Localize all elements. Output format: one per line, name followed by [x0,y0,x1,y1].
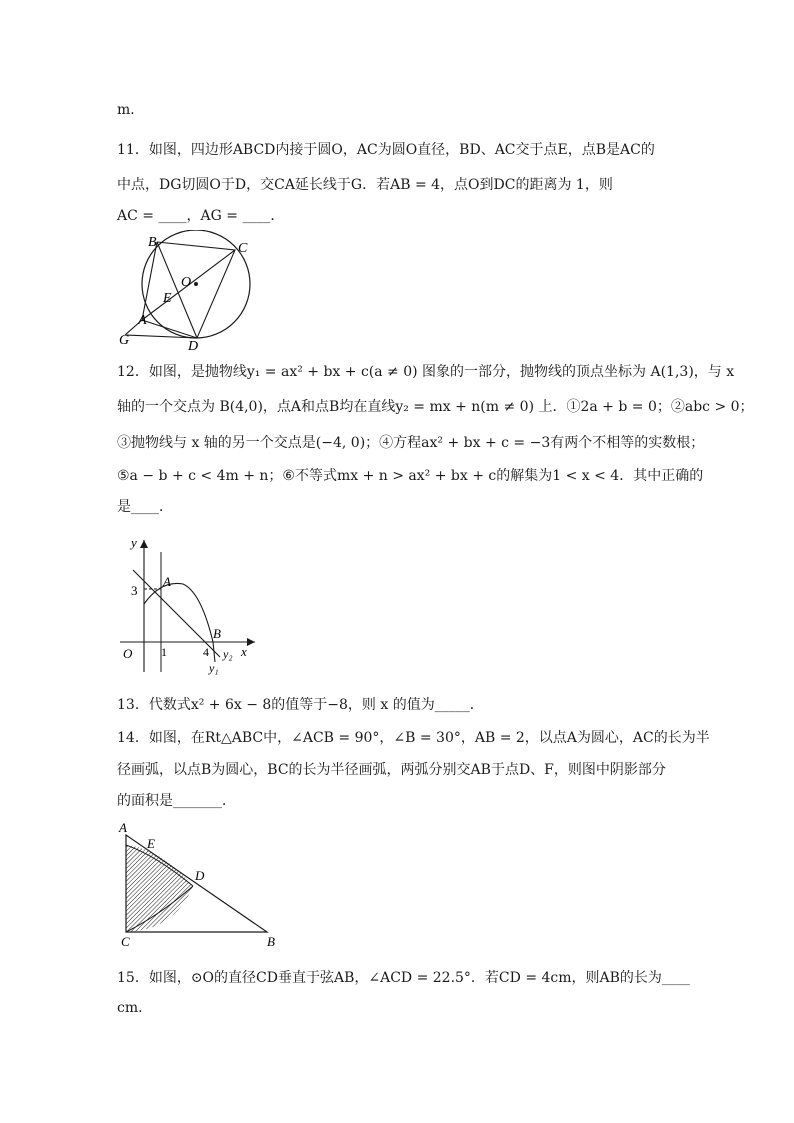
label-y2: y₂ [223,647,233,661]
label-y1: y₁ [209,661,219,675]
label-c: C [121,934,130,949]
problem-14-line-2: 径画弧，以点B为圆心，BC的长为半径画弧，两弧分别交AB于点D、F，则图中阴影部分 [117,762,666,778]
label-o: O [123,646,133,661]
figure-11-circle-diagram [115,230,285,355]
label-b: B [213,626,221,641]
label-e: E [147,836,155,851]
problem-12-line-3: ③抛物线与 x 轴的另一个交点是(−4, 0)；④方程ax² + bx + c = −3有两个不相等的实数根； [117,435,705,451]
y-axis-arrow [140,540,148,548]
label-x: x [241,644,247,659]
label-3: 3 [131,583,138,598]
center-dot [194,282,198,286]
chord-bd [157,242,197,338]
label-a: A [119,820,127,835]
problem-12-line-4: ⑤a − b + c < 4m + n；⑥不等式mx + n > ax² + bx + c的解集为1 < x < 4．其中正确的 [117,468,704,484]
quadrilateral-abcd [142,242,235,338]
x-axis-arrow [247,638,255,646]
problem-13: 13．代数式x² + 6x − 8的值等于−8，则 x 的值为_____． [117,697,484,713]
problem-15-line-1: 15．如图，⊙O的直径CD垂直于弦AB，∠ACD = 22.5°．若CD = 4cm，则AB的长为____ [117,970,690,986]
label-d: D [188,339,199,354]
problem-11-line-1: 11．如图，四边形ABCD内接于圆O，AC为圆O直径，BD、AC交于点E，点B是AC的 [117,142,655,158]
text-line-m: m． [117,102,145,118]
label-y: y [131,535,137,550]
label-e: E [163,291,172,306]
label-g: G [119,333,130,348]
label-b: B [148,235,157,250]
label-b: B [267,934,275,949]
label-1: 1 [161,645,167,659]
label-c: C [238,241,248,256]
label-a: A [163,574,171,589]
problem-11-line-3: AC = ____，AG = ____． [117,208,285,224]
problem-14-line-3: 的面积是_______． [117,793,236,809]
problem-12-line-2: 轴的一个交点为 B(4,0)，点A和点B均在直线y₂ = mx + n(m ≠ 0) 上．①2a + b = 0；②abc > 0； [117,399,754,415]
figure-14-triangle-diagram [115,820,285,952]
problem-12-line-5: 是____． [117,499,173,515]
problem-12-line-1: 12．如图，是抛物线y₁ = ax² + bx + c(a ≠ 0) 图象的一部分，抛物线的顶点坐标为 A(1,3)，与 x [117,364,735,380]
label-d: D [195,868,205,883]
problem-15-line-2: cm. [117,1000,143,1016]
label-4: 4 [203,645,209,659]
problem-14-line-1: 14．如图，在Rt△ABC中，∠ACB = 90°，∠B = 30°，AB = 2，以点A为圆心，AC的长为半 [117,730,710,746]
label-a: A [138,313,147,328]
label-o: O [181,275,192,290]
problem-11-line-2: 中点，DG切圆O于D，交CA延长线于G．若AB = 4，点O到DC的距离为 1，则 [117,177,613,193]
figure-12-parabola-graph [115,532,265,677]
